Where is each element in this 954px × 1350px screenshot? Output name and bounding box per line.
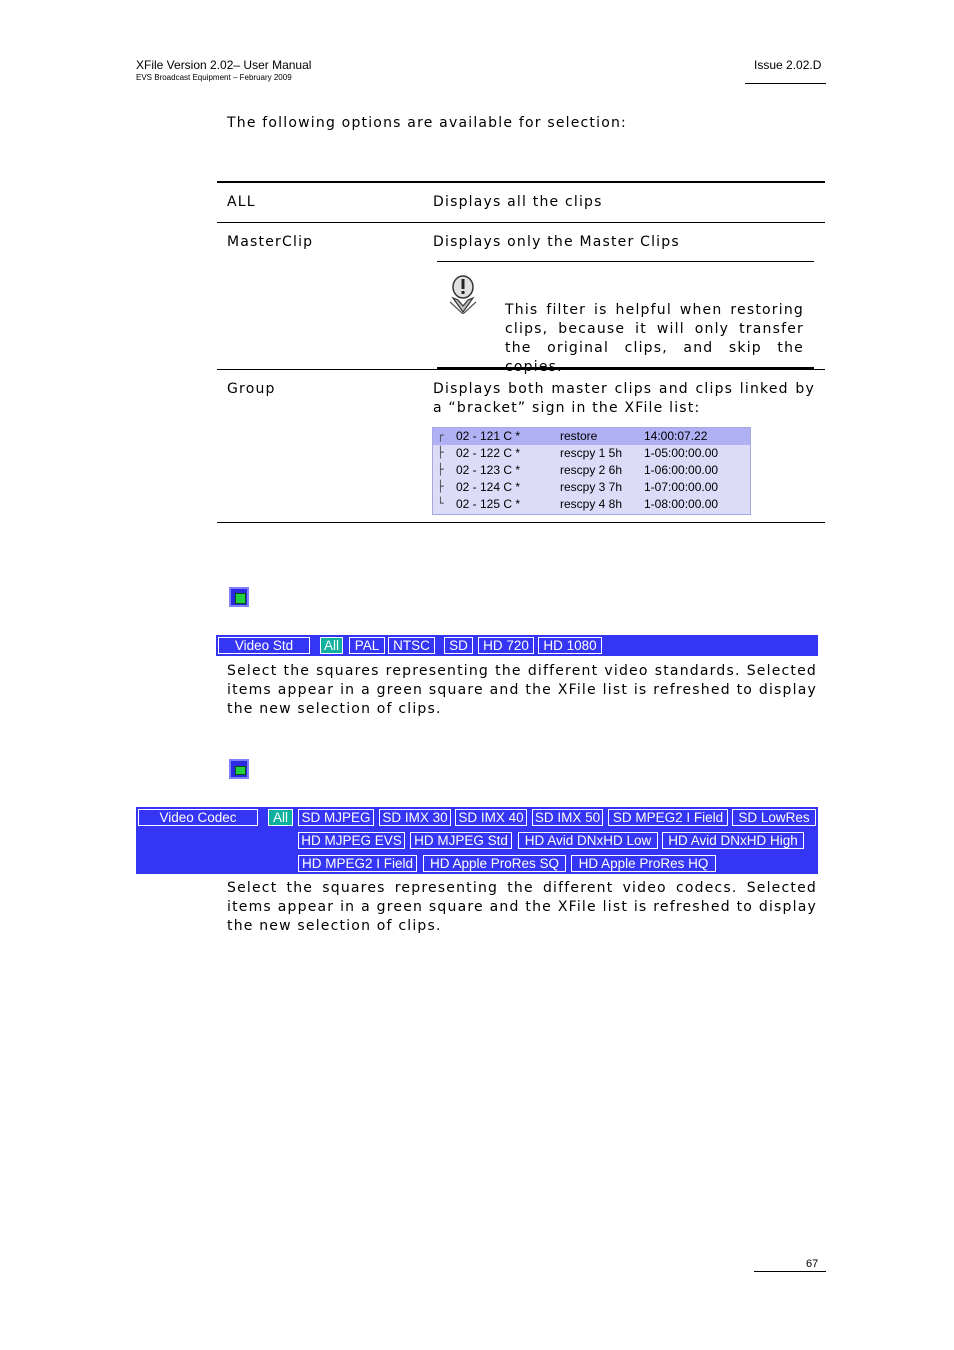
- clip-name: rescpy 3 7h: [560, 480, 623, 494]
- chip-std-all[interactable]: All: [320, 637, 343, 654]
- table-bottom-rule: [217, 522, 825, 523]
- list-item: [433, 428, 750, 445]
- page-number: 67: [806, 1258, 819, 1270]
- manual-title: XFile Version 2.02– User Manual: [136, 58, 312, 72]
- bracket-icon: ├: [437, 480, 444, 493]
- list-item: [433, 462, 750, 479]
- option-name-all: ALL: [227, 194, 256, 210]
- chip-std-hd720[interactable]: HD 720: [478, 637, 534, 654]
- chip-codec-all[interactable]: All: [268, 809, 293, 826]
- video-codec-label: Video Codec: [138, 809, 258, 826]
- chip-codec-hd-prores-sq[interactable]: HD Apple ProRes SQ: [423, 855, 566, 872]
- video-codec-description: Select the squares representing the different video codecs. Selected items appear in a green square and the XFile list is refreshed to display the new selection of clips.: [227, 880, 817, 934]
- clip-id: 02 - 121 C *: [456, 429, 521, 443]
- chip-std-ntsc[interactable]: NTSC: [388, 637, 435, 654]
- intro-text: The following options are available for selection:: [227, 115, 627, 131]
- chip-std-pal[interactable]: PAL: [349, 637, 385, 654]
- clip-timecode: 1-07:00:00.00: [644, 480, 719, 494]
- clip-id: 02 - 122 C *: [456, 446, 521, 460]
- chip-codec-hd-dnxhd-low[interactable]: HD Avid DNxHD Low: [518, 832, 658, 849]
- option-name-masterclip: MasterClip: [227, 234, 314, 250]
- chip-codec-hd-mpeg2[interactable]: HD MPEG2 I Field: [298, 855, 417, 872]
- option-desc-masterclip: Displays only the Master Clips: [433, 234, 680, 250]
- clip-name: rescpy 2 6h: [560, 463, 623, 477]
- table-row-divider: [217, 369, 825, 370]
- bracket-icon: ├: [437, 446, 444, 459]
- clip-id: 02 - 124 C *: [456, 480, 521, 494]
- chip-std-hd1080[interactable]: HD 1080: [538, 637, 602, 654]
- list-item: [433, 479, 750, 496]
- note-top-rule: [437, 261, 814, 262]
- clip-name: rescpy 4 8h: [560, 497, 623, 511]
- bracket-icon: ├: [437, 463, 444, 476]
- clip-timecode: 14:00:07.22: [644, 429, 708, 443]
- video-std-filter-icon[interactable]: [229, 587, 249, 607]
- table-row-divider: [217, 222, 825, 223]
- issue-label: Issue 2.02.D: [754, 58, 822, 72]
- option-desc-group: Displays both master clips and clips linked by a “bracket” sign in the XFile list:: [433, 381, 815, 416]
- clip-id: 02 - 123 C *: [456, 463, 521, 477]
- bracket-icon: ┌: [437, 429, 444, 442]
- masterclip-note: This filter is helpful when restoring clips, because it will only transfer the original clips, and skip the: [505, 302, 804, 356]
- chip-codec-sd-mjpeg[interactable]: SD MJPEG: [298, 809, 374, 826]
- chip-codec-sd-imx40[interactable]: SD IMX 40: [455, 809, 527, 826]
- chip-codec-sd-imx30[interactable]: SD IMX 30: [379, 809, 451, 826]
- chip-codec-hd-prores-hq[interactable]: HD Apple ProRes HQ: [571, 855, 716, 872]
- list-item: [433, 496, 750, 513]
- clip-timecode: 1-08:00:00.00: [644, 497, 719, 511]
- chip-codec-sd-lowres[interactable]: SD LowRes: [732, 809, 816, 826]
- group-clip-list: [432, 427, 751, 515]
- option-desc-all: Displays all the clips: [433, 194, 603, 210]
- list-item: [433, 445, 750, 462]
- clip-timecode: 1-06:00:00.00: [644, 463, 719, 477]
- video-std-bar: [216, 635, 818, 656]
- chip-codec-sd-mpeg2[interactable]: SD MPEG2 I Field: [608, 809, 728, 826]
- note-icon: [446, 274, 480, 314]
- chip-codec-hd-mjpeg-std[interactable]: HD MJPEG Std: [410, 832, 512, 849]
- chip-codec-sd-imx50[interactable]: SD IMX 50: [532, 809, 603, 826]
- bracket-icon: └: [437, 497, 444, 510]
- footer-rule: [754, 1271, 826, 1272]
- video-codec-filter-icon[interactable]: [229, 759, 249, 779]
- clip-timecode: 1-05:00:00.00: [644, 446, 719, 460]
- video-codec-bar: [136, 807, 818, 874]
- video-std-description: Select the squares representing the different video standards. Selected items appear in a green square and the XFile list is refreshed to display the new selection of clips.: [227, 663, 817, 717]
- table-top-rule: [217, 181, 825, 183]
- chip-codec-hd-dnxhd-high[interactable]: HD Avid DNxHD High: [662, 832, 804, 849]
- option-name-group: Group: [227, 381, 276, 397]
- clip-id: 02 - 125 C *: [456, 497, 521, 511]
- chip-std-sd[interactable]: SD: [444, 637, 473, 654]
- chip-codec-hd-mjpeg-evs[interactable]: HD MJPEG EVS: [298, 832, 405, 849]
- clip-name: restore: [560, 429, 598, 443]
- clip-name: rescpy 1 5h: [560, 446, 623, 460]
- header-rule: [745, 83, 826, 84]
- manual-subtitle: EVS Broadcast Equipment – February 2009: [136, 73, 292, 82]
- video-std-label: Video Std: [218, 637, 310, 654]
